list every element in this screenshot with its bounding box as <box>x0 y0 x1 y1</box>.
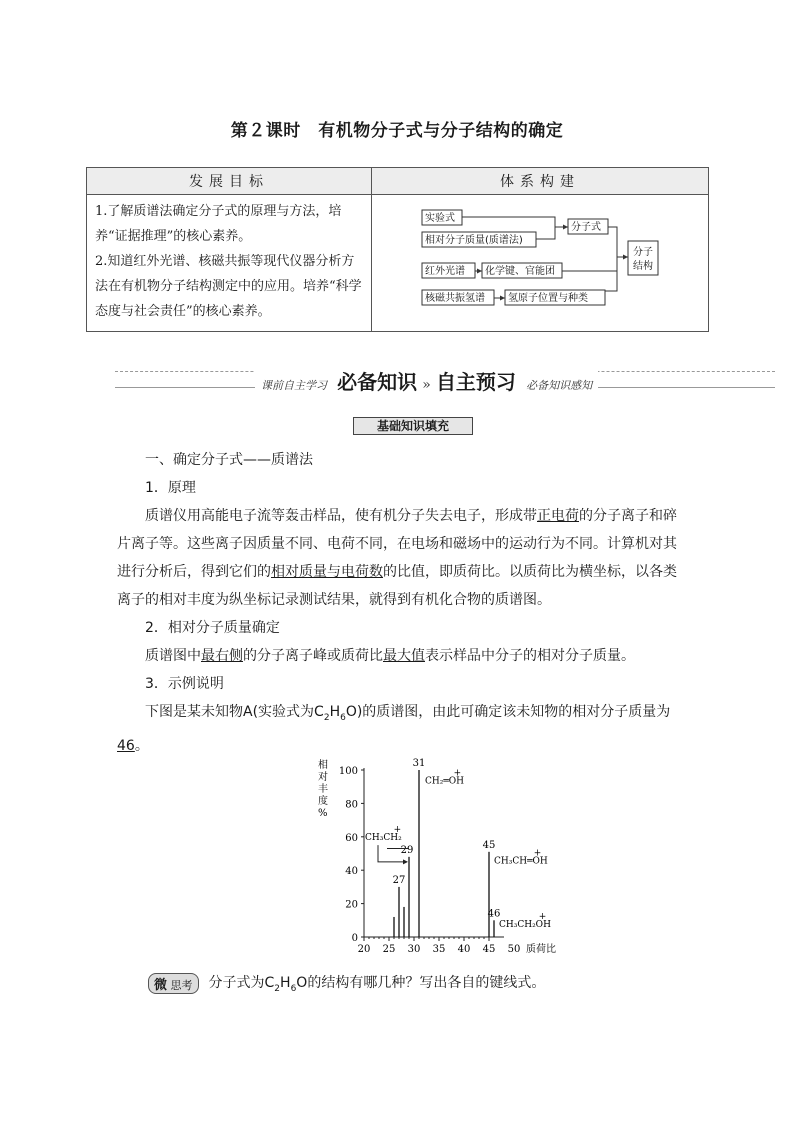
arrow-head <box>403 859 408 864</box>
x-tick-label: 40 <box>457 944 471 955</box>
x-tick-label: 45 <box>482 944 496 955</box>
node-label: 氢原子位置与种类 <box>508 293 588 304</box>
peak-label: 27 <box>392 874 406 886</box>
node-label: 红外光谱 <box>425 266 465 277</box>
header-system: 体系构建 <box>372 168 709 195</box>
think-badge: 微 思考 <box>148 973 199 994</box>
peak-label: 29 <box>400 844 414 856</box>
banner-left: 课前自主学习 <box>261 379 327 392</box>
x-axis-label: 质荷比 <box>526 944 556 955</box>
heading-1-1: 1．原理 <box>145 480 196 496</box>
heading-1: 一、确定分子式——质谱法 <box>145 452 313 468</box>
think-question: 微 思考 分子式为$C_2H_6O$的结构有哪几种？写出各自的键线式。 <box>148 972 545 994</box>
y-tick-label: 100 <box>338 766 358 777</box>
heading-1-2: 2．相对分子质量确定 <box>145 620 280 636</box>
ion-charge: + <box>533 848 542 859</box>
paragraph-mass: 质谱图中最右侧的分子离子峰或质荷比最大值表示样品中分子的相对分子质量。 <box>145 648 635 664</box>
ion-annotation: CH₃CH₂ <box>365 833 402 844</box>
paragraph-principle: 质谱仪用高能电子流等轰击样品，使有机分子失去电子，形成带正电荷的分子离子和碎片离子等。这些离子因质量不同、电荷不同，在电场和磁场中的运动行为不同。计算机对其进行分析后，得到它们的相对质量与电荷数的比值，即质荷比。以质荷比为横坐标，以各类离子的相对丰度为纵坐标记录测试结果，就得到有机化合物的质谱图。 <box>117 508 677 608</box>
x-tick-label: 25 <box>382 944 396 955</box>
ion-charge: + <box>453 768 462 779</box>
y-tick-label: 20 <box>345 899 358 911</box>
ion-annotation: CH₃CH═OH <box>494 856 548 867</box>
system-diagram-cell <box>372 195 709 332</box>
y-axis-label-char: % <box>318 808 328 819</box>
header-goals: 发展目标 <box>87 168 372 195</box>
section-banner <box>115 366 775 392</box>
goals-table <box>86 167 709 332</box>
banner-main-b: 自主预习 <box>435 370 516 394</box>
heading-1-3: 3．示例说明 <box>145 676 224 692</box>
section-tag <box>343 417 481 435</box>
system-diagram <box>372 195 710 331</box>
node-label: 相对分子质量(质谱法) <box>425 235 523 246</box>
x-tick-label: 20 <box>357 944 371 955</box>
goal-2: 2.知道红外光谱、核磁共振等现代仪器分析方法在有机物分子结构测定中的应用。培养“科学态度与社会责任”的核心素养。 <box>95 254 362 319</box>
paragraph-example: 下图是某未知物A(实验式为$C_2H_6O$)的质谱图，由此可确定该未知物的相对分子质量为46。 <box>117 704 671 754</box>
content <box>117 446 682 760</box>
x-tick-label: 35 <box>432 944 446 955</box>
ion-annotation: CH₂═OH <box>425 776 464 787</box>
ion-annotation: CH₃CH₂OH <box>499 919 551 930</box>
node-label: 化学键、官能团 <box>485 266 555 277</box>
y-axis-label-char: 对 <box>318 772 328 783</box>
node-label: 分子式 <box>571 222 601 233</box>
y-axis-label-char: 相 <box>318 760 328 771</box>
y-tick-label: 80 <box>345 799 358 811</box>
peak-label: 45 <box>482 839 496 851</box>
section-tag-label: 基础知识填充 <box>353 417 473 435</box>
y-tick-label: 40 <box>345 866 358 878</box>
peak-label: 31 <box>412 758 426 769</box>
ion-charge: + <box>538 911 547 922</box>
goals-cell <box>87 195 372 332</box>
banner-main-a: 必备知识 <box>337 370 418 394</box>
node-label: 实验式 <box>425 213 455 224</box>
page-title: 第２课时 有机物分子式与分子结构的确定 <box>230 121 564 141</box>
y-axis-label-char: 丰 <box>318 784 328 795</box>
mass-spectrum-chart <box>316 758 556 958</box>
y-axis-label-char: 度 <box>318 796 328 807</box>
goal-1: 1.了解质谱法确定分子式的原理与方法，培养“证据推理”的核心素养。 <box>95 204 342 244</box>
banner-right: 必备知识感知 <box>526 379 593 392</box>
peak-label: 46 <box>487 908 501 920</box>
arrow-icon: » <box>422 377 431 393</box>
node-label: 结构 <box>633 261 653 272</box>
node-label: 核磁共振氢谱 <box>425 293 485 304</box>
y-tick-label: 60 <box>345 832 358 844</box>
ion-charge: + <box>393 825 402 836</box>
x-tick-label: 30 <box>407 944 421 955</box>
y-tick-label: 0 <box>351 933 358 944</box>
x-tick-label: 50 <box>507 944 521 955</box>
node-label: 分子 <box>633 247 653 258</box>
